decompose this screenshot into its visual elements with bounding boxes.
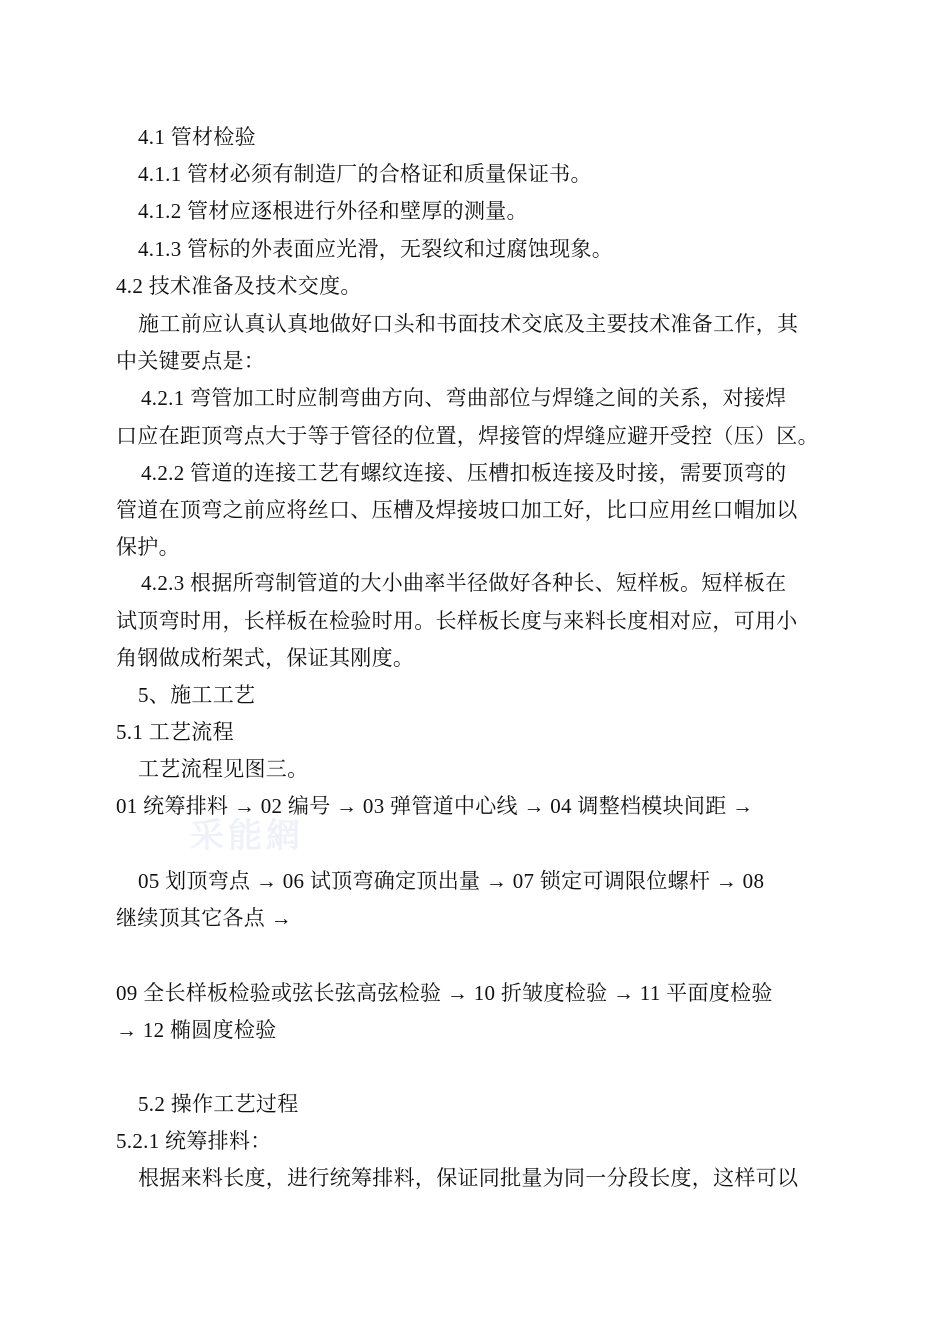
- section-heading-5-2-1: 5.2.1 统筹排料：: [116, 1129, 272, 1153]
- paragraph-line: 4.1.2 管材应逐根进行外径和壁厚的测量。: [138, 199, 528, 223]
- paragraph-line: 中关键要点是：: [116, 349, 266, 373]
- paragraph-line: 角钢做成桁架式，保证其刚度。: [116, 646, 415, 670]
- paragraph-line: 保护。: [116, 535, 180, 559]
- paragraph-line: 工艺流程见图三。: [138, 757, 309, 781]
- paragraph-line: 试顶弯时用，长样板在检验时用。长样板长度与来料长度相对应，可用小: [116, 609, 798, 633]
- process-flow-line: 01 统筹排料 → 02 编号 → 03 弹管道中心线 → 04 调整档模块间距 →: [116, 794, 754, 818]
- section-heading-4-1: 4.1 管材检验: [138, 125, 256, 149]
- paragraph-line: 施工前应认真认真地做好口头和书面技术交底及主要技术准备工作，其: [138, 312, 799, 336]
- paragraph-line: 4.2.3 根据所弯制管道的大小曲率半径做好各种长、短样板。短样板在: [141, 571, 787, 595]
- process-flow-line: → 12 椭圆度检验: [116, 1018, 277, 1042]
- process-flow-line: 05 划顶弯点 → 06 试顶弯确定顶出量 → 07 锁定可调限位螺杆 → 08: [138, 869, 765, 893]
- paragraph-line: 4.1.1 管材必须有制造厂的合格证和质量保证书。: [138, 162, 592, 186]
- section-heading-5-1: 5.1 工艺流程: [116, 720, 234, 744]
- paragraph-line: 口应在距顶弯点大于等于管径的位置，焊接管的焊缝应避开受控（压）区。: [116, 424, 819, 448]
- paragraph-line: 管道在顶弯之前应将丝口、压槽及焊接坡口加工好，比口应用丝口帽加以: [116, 498, 798, 522]
- watermark: 采能網: [190, 818, 304, 855]
- paragraph-line: 4.2.2 管道的连接工艺有螺纹连接、压槽扣板连接及时接，需要顶弯的: [141, 461, 787, 485]
- paragraph-line: 根据来料长度，进行统筹排料，保证同批量为同一分段长度，这样可以: [138, 1166, 799, 1190]
- process-flow-line: 继续顶其它各点 →: [116, 906, 292, 930]
- paragraph-line: 4.1.3 管标的外表面应光滑，无裂纹和过腐蚀现象。: [138, 237, 614, 261]
- paragraph-line: 4.2.1 弯管加工时应制弯曲方向、弯曲部位与焊缝之间的关系，对接焊: [141, 386, 787, 410]
- process-flow-line: 09 全长样板检验或弦长弦高弦检验 → 10 折皱度检验 → 11 平面度检验: [116, 981, 773, 1005]
- section-heading-5: 5、施工工艺: [138, 683, 256, 707]
- section-heading-5-2: 5.2 操作工艺过程: [138, 1092, 299, 1116]
- section-heading-4-2: 4.2 技术准备及技术交度。: [116, 274, 362, 298]
